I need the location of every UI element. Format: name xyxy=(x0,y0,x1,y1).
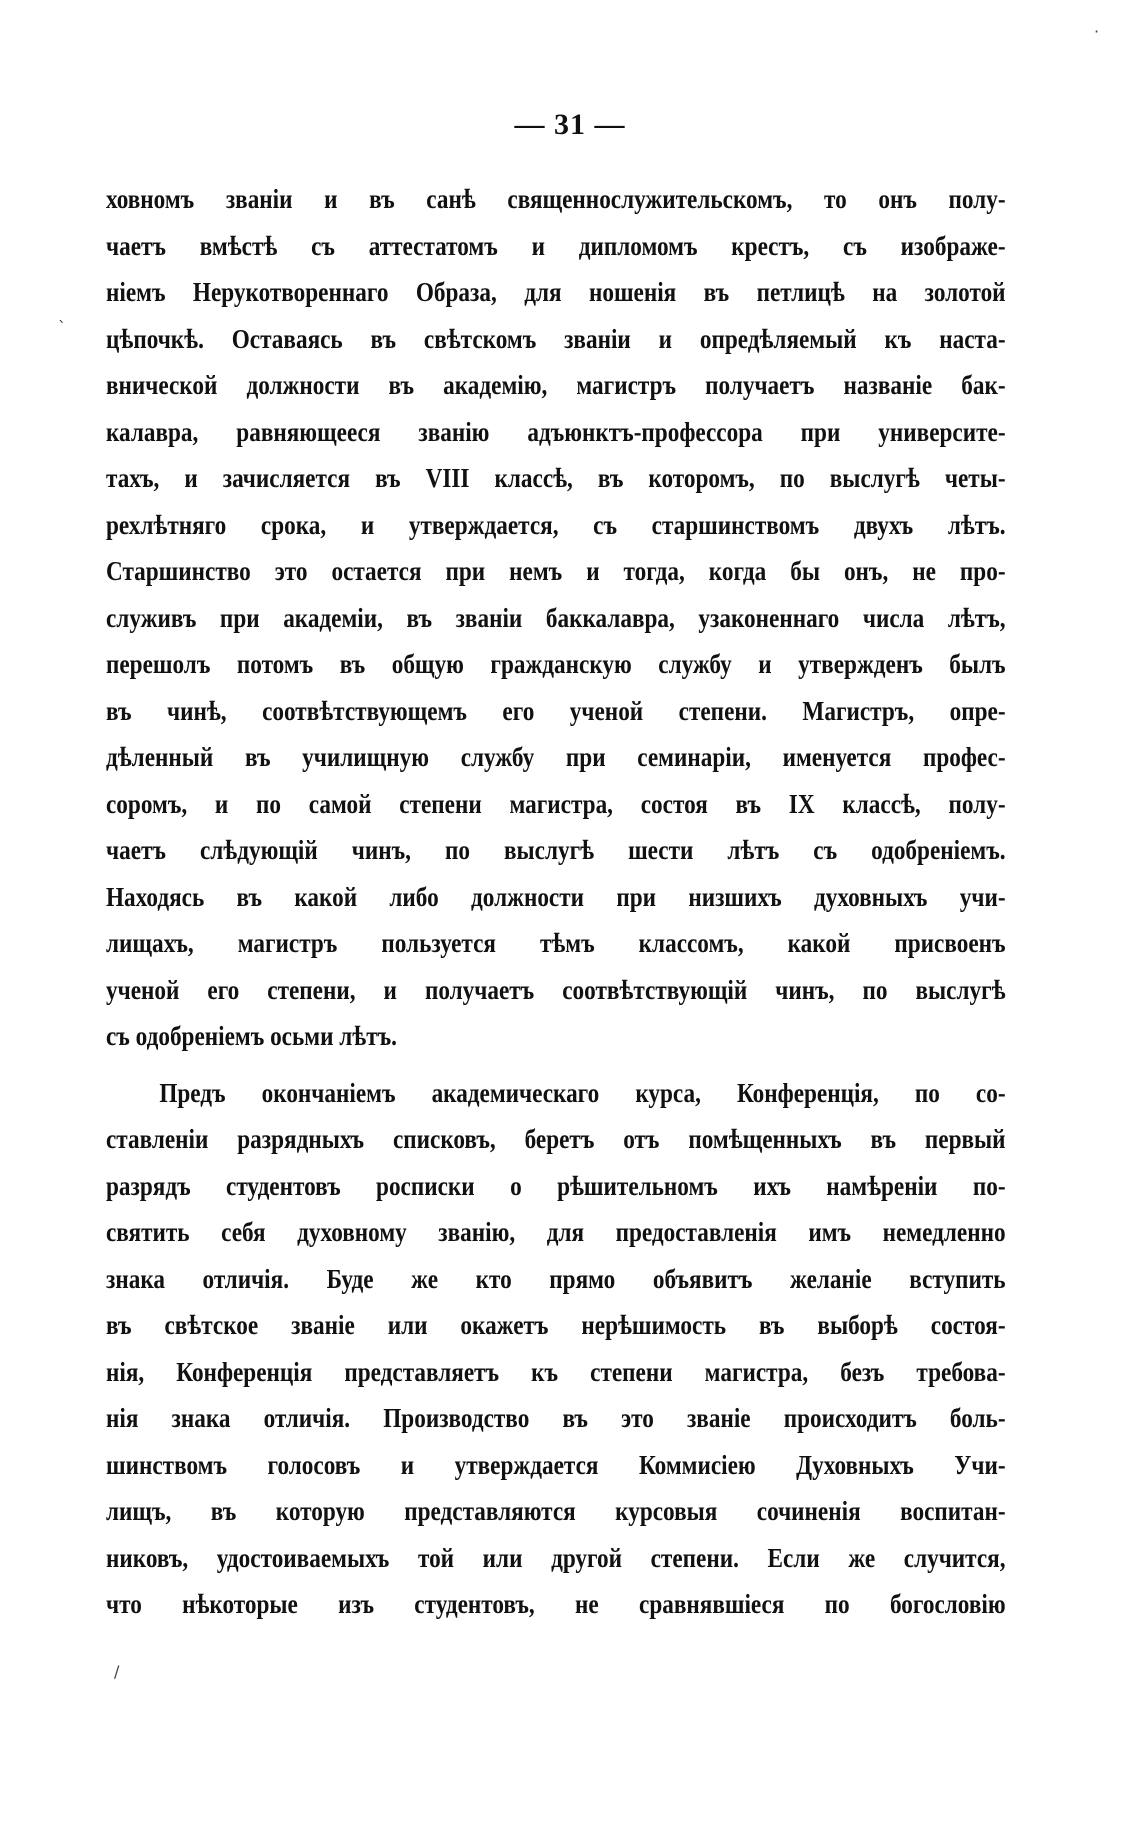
paragraph-2 xyxy=(106,1070,1006,1628)
text-line: что нѣкоторые изъ студентовъ, не сравнявшіеся по богословію xyxy=(106,1589,1006,1619)
text-line: дѣленный въ училищную службу при семинаріи, именуется профес- xyxy=(106,742,1006,772)
text-line: соромъ, и по самой степени магистра, состоя въ IX классѣ, полу- xyxy=(106,788,1006,819)
text-line: цѣпочкѣ. Оставаясь въ свѣтскомъ званіи и опредѣляемый къ наста- xyxy=(106,323,1006,354)
text-line: служивъ при академіи, въ званіи баккалавра, узаконеннаго числа лѣтъ, xyxy=(106,602,1006,633)
text-line: внической должности въ академію, магистръ получаетъ названіе бак- xyxy=(106,370,1006,400)
text-line: лищъ, въ которую представляются курсовыя сочиненія воспитан- xyxy=(106,1496,1006,1526)
text-line: ніемъ Нерукотвореннаго Образа, для ношенія въ петлицѣ на золотой xyxy=(106,277,1006,307)
text-line: нія, Конференція представляетъ къ степени магистра, безъ требова- xyxy=(106,1356,1006,1387)
text-line: Находясь въ какой либо должности при низшихъ духовныхъ учи- xyxy=(106,881,1006,912)
text-line: перешолъ потомъ въ общую гражданскую службу и утвержденъ былъ xyxy=(106,649,1006,679)
paragraph-gap xyxy=(106,1060,1006,1070)
text-line: святить себя духовному званію, для предоставленія имъ немедленно xyxy=(106,1217,1006,1247)
text-line: Старшинство это остается при немъ и тогда, когда бы онъ, не про- xyxy=(106,556,1006,586)
page-number: — 31 — xyxy=(514,108,626,141)
text-line: чаетъ вмѣстѣ съ аттестатомъ и дипломомъ крестъ, съ изображе- xyxy=(106,230,1006,261)
text-line: никовъ, удостоиваемыхъ той или другой степени. Если же случится, xyxy=(106,1542,1006,1573)
text-line: съ одобреніемъ осьми лѣтъ. xyxy=(106,1021,397,1051)
text-line: рехлѣтняго срока, и утверждается, съ старшинствомъ двухъ лѣтъ. xyxy=(106,509,1006,540)
text-line: чаетъ слѣдующій чинъ, по выслугѣ шести лѣтъ съ одобреніемъ. xyxy=(106,835,1006,865)
text-line: ставленіи разрядныхъ списковъ, беретъ отъ помѣщенныхъ въ первый xyxy=(106,1124,1006,1154)
text-line: ученой его степени, и получаетъ соотвѣтствующій чинъ, по выслугѣ xyxy=(106,974,1006,1005)
margin-mark: / xyxy=(114,1662,120,1681)
scan-speck: · xyxy=(1094,22,1100,41)
body-text xyxy=(106,176,1006,1628)
text-line: знака отличія. Буде же кто прямо объявитъ желаніе вступить xyxy=(106,1263,1006,1294)
text-line: разрядъ студентовъ росписки о рѣшительномъ ихъ намѣреніи по- xyxy=(106,1170,1006,1201)
text-line: въ чинѣ, соотвѣтствующемъ его ученой степени. Магистръ, опре- xyxy=(106,695,1006,726)
text-line: шинствомъ голосовъ и утверждается Коммисіею Духовныхъ Учи- xyxy=(106,1449,1006,1480)
text-line: лищахъ, магистръ пользуется тѣмъ классомъ, какой присвоенъ xyxy=(106,928,1006,958)
margin-tick: ` xyxy=(58,318,66,337)
text-line: Предъ окончаніемъ академическаго курса, Конференція, по со- xyxy=(159,1077,1006,1108)
text-line: тахъ, и зачисляется въ VIII классѣ, въ которомъ, по выслугѣ четы- xyxy=(106,463,1006,493)
text-line: въ свѣтское званіе или окажетъ нерѣшимость въ выборѣ состоя- xyxy=(106,1310,1006,1340)
text-line: нія знака отличія. Производство въ это званіе происходитъ боль- xyxy=(106,1403,1006,1433)
text-line: ховномъ званіи и въ санѣ священнослужительскомъ, то онъ полу- xyxy=(106,184,1006,214)
text-line: калавра, равняющееся званію адъюнктъ-профессора при университе- xyxy=(106,416,1006,447)
paragraph-1 xyxy=(106,176,1006,1060)
